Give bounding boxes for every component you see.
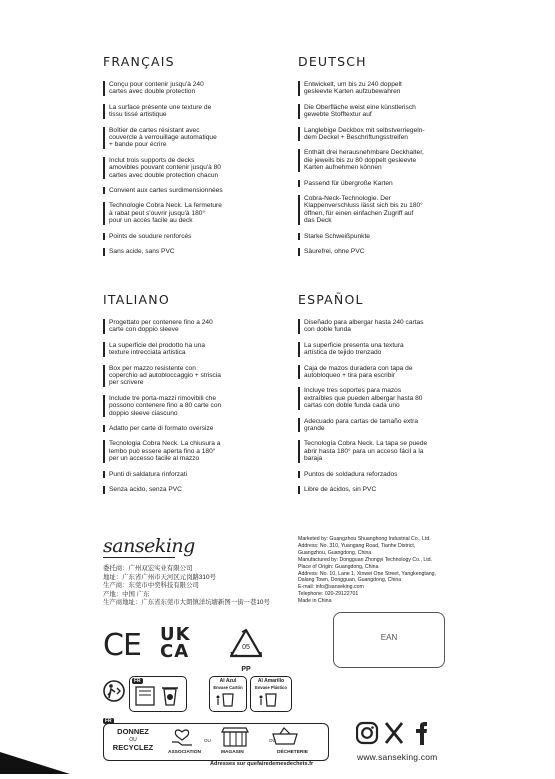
list-item: Die Oberfläche weist eine künstlerisch gewebte Stofftextur auf: [298, 104, 478, 119]
brand-logo: sanseking: [103, 535, 195, 557]
donnez-ou2: OU: [204, 738, 211, 743]
section-title: DEUTSCH: [298, 54, 367, 69]
feature-list: [103, 81, 283, 256]
list-item: Cobra-Neck-Technologie. Der Klappenverschluss lässt sich bis zu 180° öffnen, für einen einfachen Zugriff auf das Deck: [298, 195, 478, 225]
list-item: Convient aux cartes surdimensionnées: [103, 187, 283, 194]
list-item: Adatto per carte di formato oversize: [103, 425, 283, 432]
donnez-text: [108, 728, 158, 752]
dump-icon: [273, 728, 297, 744]
social-icons: [356, 721, 436, 752]
sorting-bin-icon: [132, 681, 184, 709]
amarillo-sub: Envase Plástico: [255, 684, 287, 690]
info-line: Manufactured by: Dongguan Zhongyi Technology Co., Ltd.: [298, 556, 432, 563]
donnez-recyclez-box: [103, 718, 329, 761]
list-item: Inclut trois supports de decks amovibles pouvant contenir jusqu'à 80 cartes avec double protection chacun: [103, 157, 283, 179]
info-line: Guangzhou, Guangdong, China: [298, 549, 372, 556]
english-company-info: [298, 536, 468, 605]
list-item: La superficie presenta una textura artística de tejido trenzado: [298, 342, 478, 357]
recycle-number: 05: [242, 644, 250, 651]
list-item: Langlebige Deckbox mit selbstverriegeln- dem Deckel + Beschriftungsstreifen: [298, 127, 478, 142]
info-line: 生产商地址：广东省东莞市大朗镇洋坑塘新图一街一巷10号: [103, 599, 270, 607]
list-item: Boîtier de cartes résistant avec couvercle à verrouillage automatique + bande pour écrire: [103, 127, 283, 149]
list-item: Enthält drei herausnehmbare Deckhalter, die jeweils bis zu 80 doppelt gesleevte Karten aufnehmen können: [298, 149, 478, 171]
ean-barcode-box: [333, 612, 445, 668]
fr-badge: FR: [105, 718, 112, 724]
list-item: Diseñado para albergar hasta 240 cartas con doble funda: [298, 319, 478, 334]
association-icon: [172, 730, 192, 745]
info-line: 委托商：广州双宏实业有限公司: [103, 565, 193, 572]
info-line: 生产商：东莞市中奕科技有限公司: [103, 582, 199, 590]
website-link[interactable]: www.sanseking.com: [357, 752, 438, 762]
recycle-code: PP: [241, 666, 251, 673]
fr-badge: FR: [134, 678, 141, 684]
ce-mark-icon: CE: [103, 628, 141, 663]
recycle-pp-icon: [228, 627, 264, 673]
donnez-icons: [172, 726, 322, 748]
bin-icon: [213, 691, 243, 707]
donnez-line1: DONNEZ: [117, 727, 149, 736]
section-espanol: [298, 292, 478, 502]
list-item: La surface présente une texture de tissu tissé artistique: [103, 104, 283, 119]
list-item: Box per mazzo resistente con coperchio ad autobloccaggio + striscia per scrivere: [103, 365, 283, 387]
shop-icon: [222, 728, 248, 746]
azul-sub: Envase Cartón: [213, 684, 243, 690]
ukca-mark-icon: [160, 626, 191, 660]
brand-underline: [103, 557, 175, 558]
magasin-label: MAGASIN: [221, 750, 244, 755]
list-item: Progettato per contenere fino a 240 carte con doppio sleeve: [103, 319, 283, 334]
list-item: Adecuado para cartas de tamaño extra grande: [298, 418, 478, 433]
feature-list: [103, 319, 283, 494]
info-line: Marketed by: Guangzhou Shuanghong Industrial Co., Ltd.: [298, 536, 431, 542]
list-item: Entwickelt, um bis zu 240 doppelt gesleevte Karten aufzubewahren: [298, 81, 478, 96]
info-line: Place of Origin: Guangdong, China: [298, 563, 379, 570]
info-line: Made in China: [298, 598, 332, 605]
info-line: Address: No. 10, Lane 1, Xinwei One Street, Yangkengtang,: [298, 570, 436, 577]
ean-label: EAN: [380, 633, 398, 642]
triman-icon: [103, 680, 125, 707]
section-francais: [103, 54, 283, 264]
list-item: Libre de ácidos, sin PVC: [298, 486, 478, 493]
decheterie-label: DÉCHETERIE: [277, 750, 308, 755]
section-deutsch: [298, 54, 478, 264]
info-line: 产地：中国 广东: [103, 590, 150, 598]
bin-icon: [256, 691, 286, 707]
fr-sorting-info: [129, 676, 187, 712]
section-title: FRANÇAIS: [103, 54, 175, 69]
ukca-bottom: CA: [160, 641, 190, 662]
section-title: ESPAÑOL: [298, 292, 364, 307]
info-line: Dalang Town, Dongguan, Guangdong, China: [298, 577, 402, 584]
facebook-icon: [416, 722, 427, 745]
list-item: Conçu pour contenir jusqu'à 240 cartes avec double protection: [103, 81, 283, 96]
feature-list: [298, 81, 478, 256]
donnez-ou3: OU: [269, 738, 276, 743]
list-item: Caja de mazos duradera con tapa de autobloqueo + tira para escribir: [298, 365, 478, 380]
ukca-top: UK: [160, 624, 191, 645]
list-item: La superficie del prodotto ha una texture intrecciata artistica: [103, 342, 283, 357]
list-item: Puntos de soldadura reforzados: [298, 471, 478, 478]
info-line: E-mail: info@sanseking.com: [298, 584, 364, 591]
section-italiano: [103, 292, 283, 502]
list-item: Säurefrei, ohne PVC: [298, 248, 478, 255]
list-item: Tecnología Cobra Neck. La tapa se puede abrir hasta 180° para un acceso fácil a la baraja: [298, 440, 478, 462]
info-line: Telephone: 020-29122701: [298, 591, 359, 598]
list-item: Incluye tres soportes para mazos extraíbles que pueden albergar hasta 80 cartas con doble funda cada uno: [298, 387, 478, 409]
section-title: ITALIANO: [103, 292, 170, 307]
amarillo-container-info: [250, 676, 292, 712]
list-item: Include tre porta-mazzi rimovibili che possono contenere fino a 80 carte con doppio sleeve ciascuno: [103, 395, 283, 417]
chinese-company-info: [103, 565, 270, 608]
list-item: Sans acide, sans PVC: [103, 248, 283, 255]
list-item: Tecnologia Cobra Neck. La chiusura a lembo può essere aperta fino a 180° per un accesso facile al mazzo: [103, 440, 283, 462]
list-item: Starke Schweißpunkte: [298, 233, 478, 240]
azul-title: Al Azul: [219, 678, 237, 684]
info-line: Address: No. 310, Yuangang Road, Tianhe District,: [298, 542, 416, 549]
donnez-line2: RECYCLEZ: [112, 743, 154, 752]
instagram-icon: [357, 723, 377, 743]
list-item: Passend für übergroße Karten: [298, 180, 478, 187]
adresses-link[interactable]: Adresses sur quefairedemesdechets.fr: [210, 761, 314, 767]
list-item: Senza acido, senza PVC: [103, 486, 283, 493]
corner-shape: [0, 742, 70, 779]
x-twitter-icon: [386, 723, 402, 743]
list-item: Punti di saldatura rinforzati: [103, 471, 283, 478]
association-label: ASSOCIATION: [168, 750, 201, 755]
donnez-ou: OU: [129, 737, 137, 743]
feature-list: [298, 319, 478, 494]
info-line: 地址：广东省广州市天河区元岗路310号: [103, 573, 216, 581]
list-item: Points de soudure renforcés: [103, 233, 283, 240]
list-item: Technologie Cobra Neck. La fermeture à rabat peut s'ouvrir jusqu'à 180° pour un accès facile au deck: [103, 202, 283, 224]
amarillo-title: Al Amarillo: [257, 678, 285, 684]
azul-container-info: [209, 676, 247, 712]
